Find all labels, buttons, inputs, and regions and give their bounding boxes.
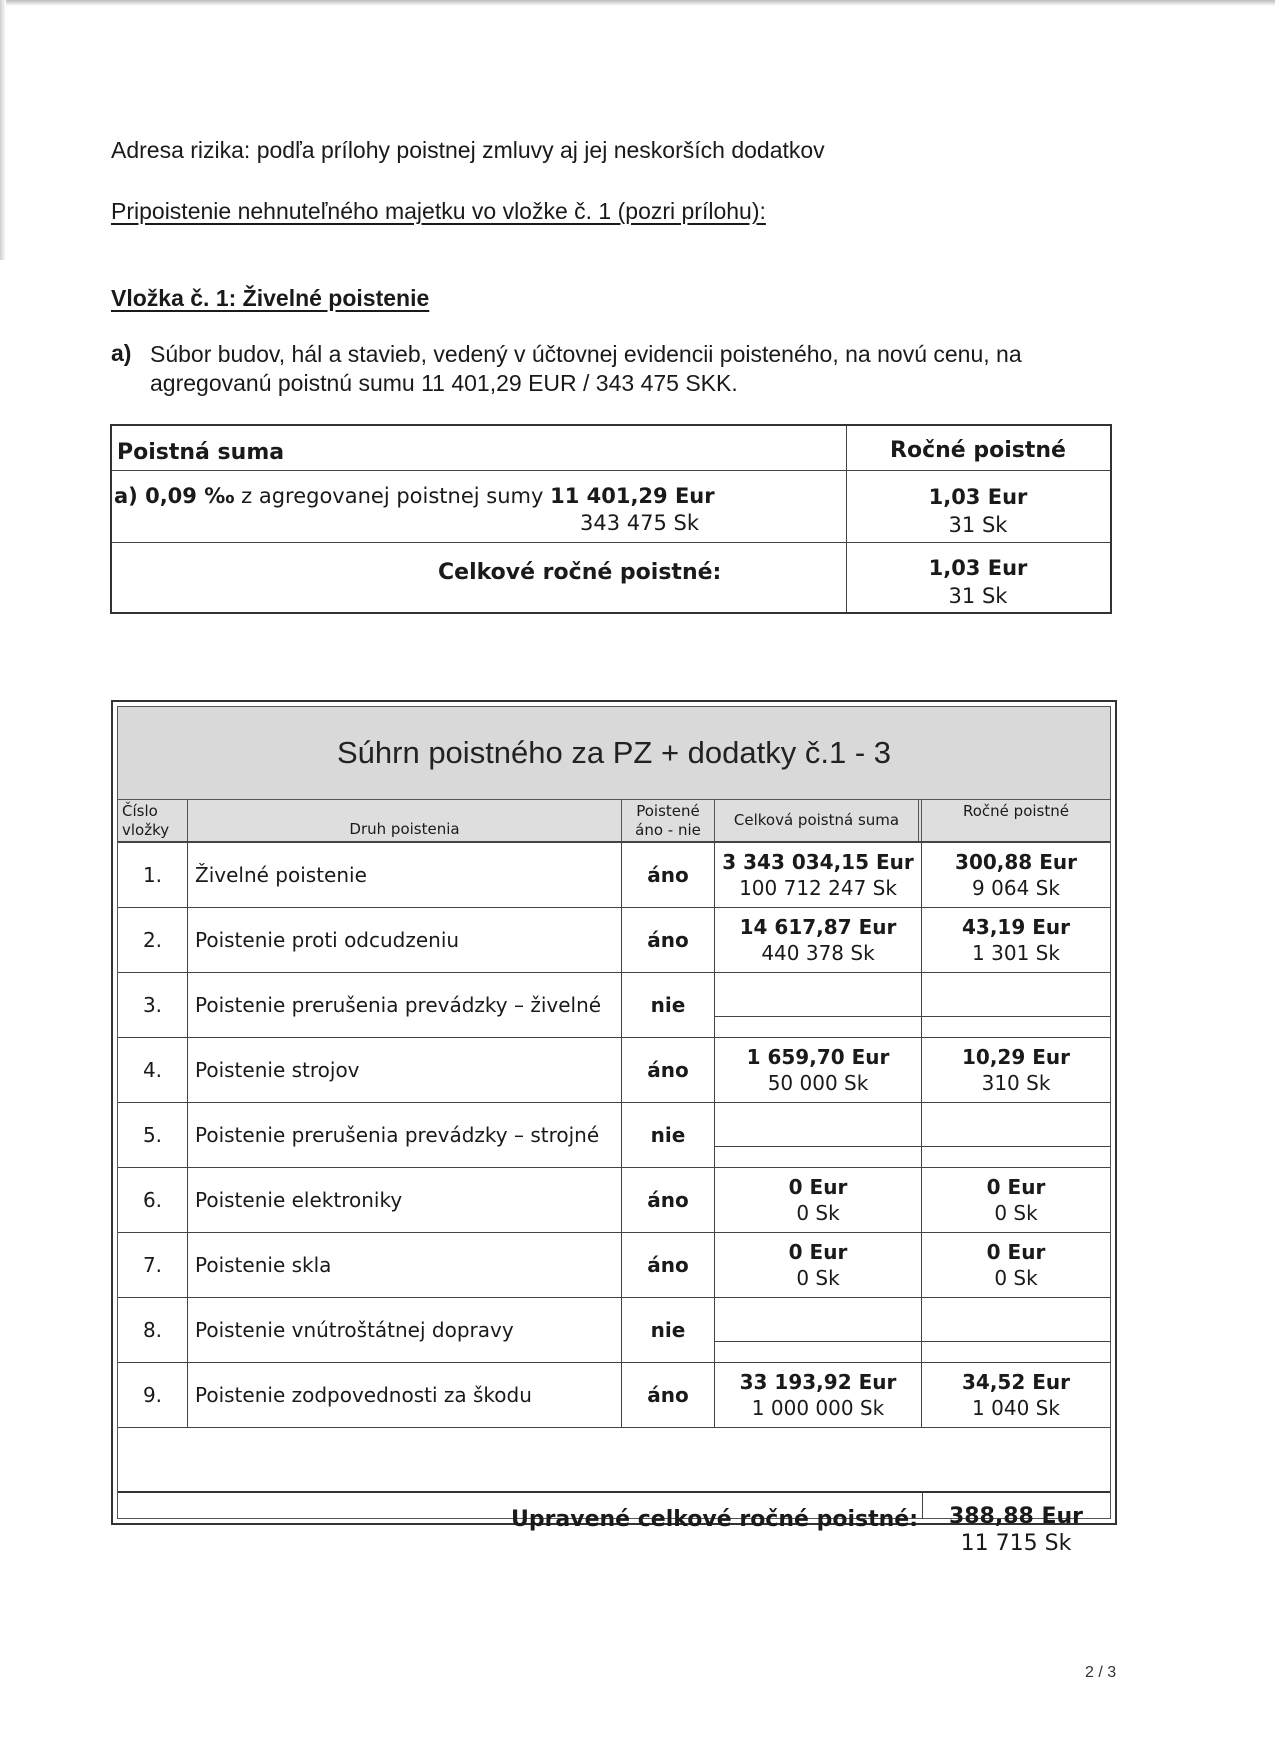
empty-dash xyxy=(715,1016,921,1017)
row-insurance-type xyxy=(188,1298,622,1362)
row-annual-premium xyxy=(922,1168,1110,1232)
row-sum-eur: 3 343 034,15 Eur xyxy=(722,850,914,874)
row-insured-text: áno xyxy=(647,1253,689,1277)
row-insured xyxy=(622,1168,715,1232)
row-number-text: 6. xyxy=(142,1188,163,1212)
row-annual-premium xyxy=(922,1363,1110,1427)
premium-row-premium-eur: 1,03 Eur xyxy=(928,485,1028,509)
scan-top-edge xyxy=(0,0,1275,6)
rider-heading: Pripoistenie nehnuteľného majetku vo vložke č. 1 (pozri prílohu): xyxy=(111,198,766,224)
empty-dash xyxy=(922,1016,1110,1017)
row-insurance-type-text: Poistenie zodpovednosti za škodu xyxy=(195,1383,532,1407)
empty-dash xyxy=(922,1341,1110,1342)
row-insurance-type xyxy=(188,1038,622,1102)
premium-total-eur: 1,03 Eur xyxy=(928,556,1028,580)
table-row xyxy=(118,973,1110,1038)
row-insured-text: áno xyxy=(647,1383,689,1407)
row-total-sum xyxy=(715,908,922,972)
row-insurance-type xyxy=(188,1103,622,1167)
row-annual-premium xyxy=(922,1103,1110,1167)
row-insured-text: áno xyxy=(647,863,689,887)
row-annual-premium xyxy=(922,1038,1110,1102)
row-sum-sk: 1 000 000 Sk xyxy=(751,1396,885,1420)
row-insured xyxy=(622,1298,715,1362)
summary-total xyxy=(118,1491,1110,1556)
summary-title: Súhrn poistného za PZ + dodatky č.1 - 3 xyxy=(118,707,1110,800)
row-number xyxy=(118,908,188,972)
page-number: 2 / 3 xyxy=(1085,1664,1117,1681)
row-number xyxy=(118,973,188,1037)
row-total-sum xyxy=(715,1298,922,1362)
row-insured xyxy=(622,843,715,907)
row-annual-premium xyxy=(922,908,1110,972)
table-row xyxy=(118,1298,1110,1363)
row-total-sum xyxy=(715,1038,922,1102)
row-number xyxy=(118,1168,188,1232)
row-total-sum xyxy=(715,843,922,907)
table-row xyxy=(118,843,1110,908)
row-sum-sk: 100 712 247 Sk xyxy=(739,876,897,900)
row-insured xyxy=(622,973,715,1037)
row-insured-text: nie xyxy=(650,993,686,1017)
row-sum-eur: 0 Eur xyxy=(788,1240,848,1264)
summary-total-sk: 11 715 Sk xyxy=(960,1531,1072,1556)
table-row xyxy=(118,1363,1110,1428)
row-insurance-type-text: Poistenie vnútroštátnej dopravy xyxy=(195,1318,514,1342)
row-premium-eur: 34,52 Eur xyxy=(962,1370,1070,1394)
row-insurance-type xyxy=(188,1168,622,1232)
row-number xyxy=(118,1298,188,1362)
premium-total-sk: 31 Sk xyxy=(948,584,1008,608)
row-insured xyxy=(622,1363,715,1427)
item-a-text: Súbor budov, hál a stavieb, vedený v účtovnej evidencii poisteného, na novú cenu, na agregovanú poistnú sumu 11 401,29 EUR / 343 475 SKK. xyxy=(150,341,1022,396)
empty-dash xyxy=(715,1341,921,1342)
row-number-text: 3. xyxy=(142,993,163,1017)
row-insured xyxy=(622,908,715,972)
row-sum-eur: 14 617,87 Eur xyxy=(739,915,897,939)
summary-table xyxy=(111,700,1117,1556)
row-number-text: 9. xyxy=(142,1383,163,1407)
summary-total-eur: 388,88 Eur xyxy=(948,1504,1084,1529)
premium-rate: a) 0,09 ‰ xyxy=(114,484,235,508)
row-insurance-type-text: Poistenie prerušenia prevádzky – živelné xyxy=(195,993,602,1017)
row-number xyxy=(118,1038,188,1102)
empty-dash xyxy=(715,1146,921,1147)
row-premium-sk: 1 040 Sk xyxy=(972,1396,1060,1420)
table-row xyxy=(118,1168,1110,1233)
row-total-sum xyxy=(715,973,922,1037)
premium-row-desc: z agregovanej poistnej sumy xyxy=(234,484,551,508)
header-type: Druh poistenia xyxy=(188,800,622,841)
row-insurance-type-text: Poistenie elektroniky xyxy=(195,1188,403,1212)
row-number-text: 7. xyxy=(142,1253,163,1277)
row-insurance-type xyxy=(188,908,622,972)
summary-total-label: Upravené celkové ročné poistné: xyxy=(510,1507,918,1532)
header-annual-premium: Ročné poistné xyxy=(922,800,1110,841)
premium-total-label: Celkové ročné poistné: xyxy=(438,560,722,585)
row-sum-sk: 50 000 Sk xyxy=(767,1071,869,1095)
premium-row-premium-sk: 31 Sk xyxy=(948,513,1008,537)
row-premium-sk: 310 Sk xyxy=(981,1071,1051,1095)
row-annual-premium xyxy=(922,843,1110,907)
row-number xyxy=(118,1103,188,1167)
risk-address: Adresa rizika: podľa prílohy poistnej zmluvy aj jej neskorších dodatkov xyxy=(111,137,825,163)
premium-row-sum-eur: 11 401,29 Eur xyxy=(550,484,715,508)
header-total-sum: Celková poistná suma xyxy=(715,800,922,841)
row-total-sum xyxy=(715,1363,922,1427)
row-annual-premium xyxy=(922,973,1110,1037)
row-premium-sk: 1 301 Sk xyxy=(972,941,1060,965)
premium-row-text xyxy=(114,484,715,508)
row-insured-text: áno xyxy=(647,928,689,952)
row-number xyxy=(118,843,188,907)
row-premium-sk: 0 Sk xyxy=(994,1201,1038,1225)
row-insurance-type xyxy=(188,843,622,907)
row-annual-premium xyxy=(922,1298,1110,1362)
row-number-text: 4. xyxy=(142,1058,163,1082)
row-sum-sk: 0 Sk xyxy=(796,1201,840,1225)
row-insurance-type xyxy=(188,1363,622,1427)
table-row xyxy=(118,1233,1110,1298)
row-insurance-type-text: Živelné poistenie xyxy=(195,863,367,887)
col-premium-header: Ročné poistné xyxy=(890,438,1066,463)
row-premium-eur: 43,19 Eur xyxy=(962,915,1070,939)
row-insurance-type xyxy=(188,973,622,1037)
col-sum-header: Poistná suma xyxy=(117,440,285,465)
row-number xyxy=(118,1233,188,1297)
premium-row-sum-sk: 343 475 Sk xyxy=(580,511,700,535)
row-number-text: 8. xyxy=(142,1318,163,1342)
row-premium-eur: 0 Eur xyxy=(986,1240,1046,1264)
row-premium-eur: 0 Eur xyxy=(986,1175,1046,1199)
row-premium-sk: 0 Sk xyxy=(994,1266,1038,1290)
header-insured: Poistené áno - nie xyxy=(622,800,715,841)
row-insurance-type-text: Poistenie skla xyxy=(195,1253,332,1277)
row-sum-sk: 440 378 Sk xyxy=(761,941,875,965)
row-insured-text: nie xyxy=(650,1123,686,1147)
row-total-sum xyxy=(715,1233,922,1297)
row-insurance-type-text: Poistenie proti odcudzeniu xyxy=(195,928,460,952)
insert-heading: Vložka č. 1: Živelné poistenie xyxy=(111,285,430,311)
row-number-text: 2. xyxy=(142,928,163,952)
row-insured-text: áno xyxy=(647,1188,689,1212)
scan-left-shadow xyxy=(0,0,6,260)
row-total-sum xyxy=(715,1168,922,1232)
row-insured xyxy=(622,1038,715,1102)
row-sum-eur: 33 193,92 Eur xyxy=(739,1370,897,1394)
row-premium-eur: 300,88 Eur xyxy=(955,850,1077,874)
row-insurance-type xyxy=(188,1233,622,1297)
row-sum-eur: 0 Eur xyxy=(788,1175,848,1199)
premium-total xyxy=(846,554,1110,610)
row-insurance-type-text: Poistenie prerušenia prevádzky – strojné xyxy=(195,1123,600,1147)
row-total-sum xyxy=(715,1103,922,1167)
premium-row-premium xyxy=(846,483,1110,539)
row-sum-eur: 1 659,70 Eur xyxy=(746,1045,890,1069)
row-sum-sk: 0 Sk xyxy=(796,1266,840,1290)
row-number-text: 1. xyxy=(142,863,163,887)
row-premium-sk: 9 064 Sk xyxy=(972,876,1060,900)
row-insured xyxy=(622,1233,715,1297)
item-a xyxy=(111,340,1131,398)
row-insurance-type-text: Poistenie strojov xyxy=(195,1058,360,1082)
row-insured xyxy=(622,1103,715,1167)
row-number-text: 5. xyxy=(142,1123,163,1147)
table-row xyxy=(118,908,1110,973)
premium-table xyxy=(110,424,1112,614)
row-number xyxy=(118,1363,188,1427)
table-row xyxy=(118,1103,1110,1168)
table-row xyxy=(118,1038,1110,1103)
row-premium-eur: 10,29 Eur xyxy=(962,1045,1070,1069)
item-a-letter: a) xyxy=(111,340,132,366)
row-insured-text: áno xyxy=(647,1058,689,1082)
row-annual-premium xyxy=(922,1233,1110,1297)
row-insured-text: nie xyxy=(650,1318,686,1342)
header-number: Číslo vložky xyxy=(118,800,188,841)
empty-dash xyxy=(922,1146,1110,1147)
